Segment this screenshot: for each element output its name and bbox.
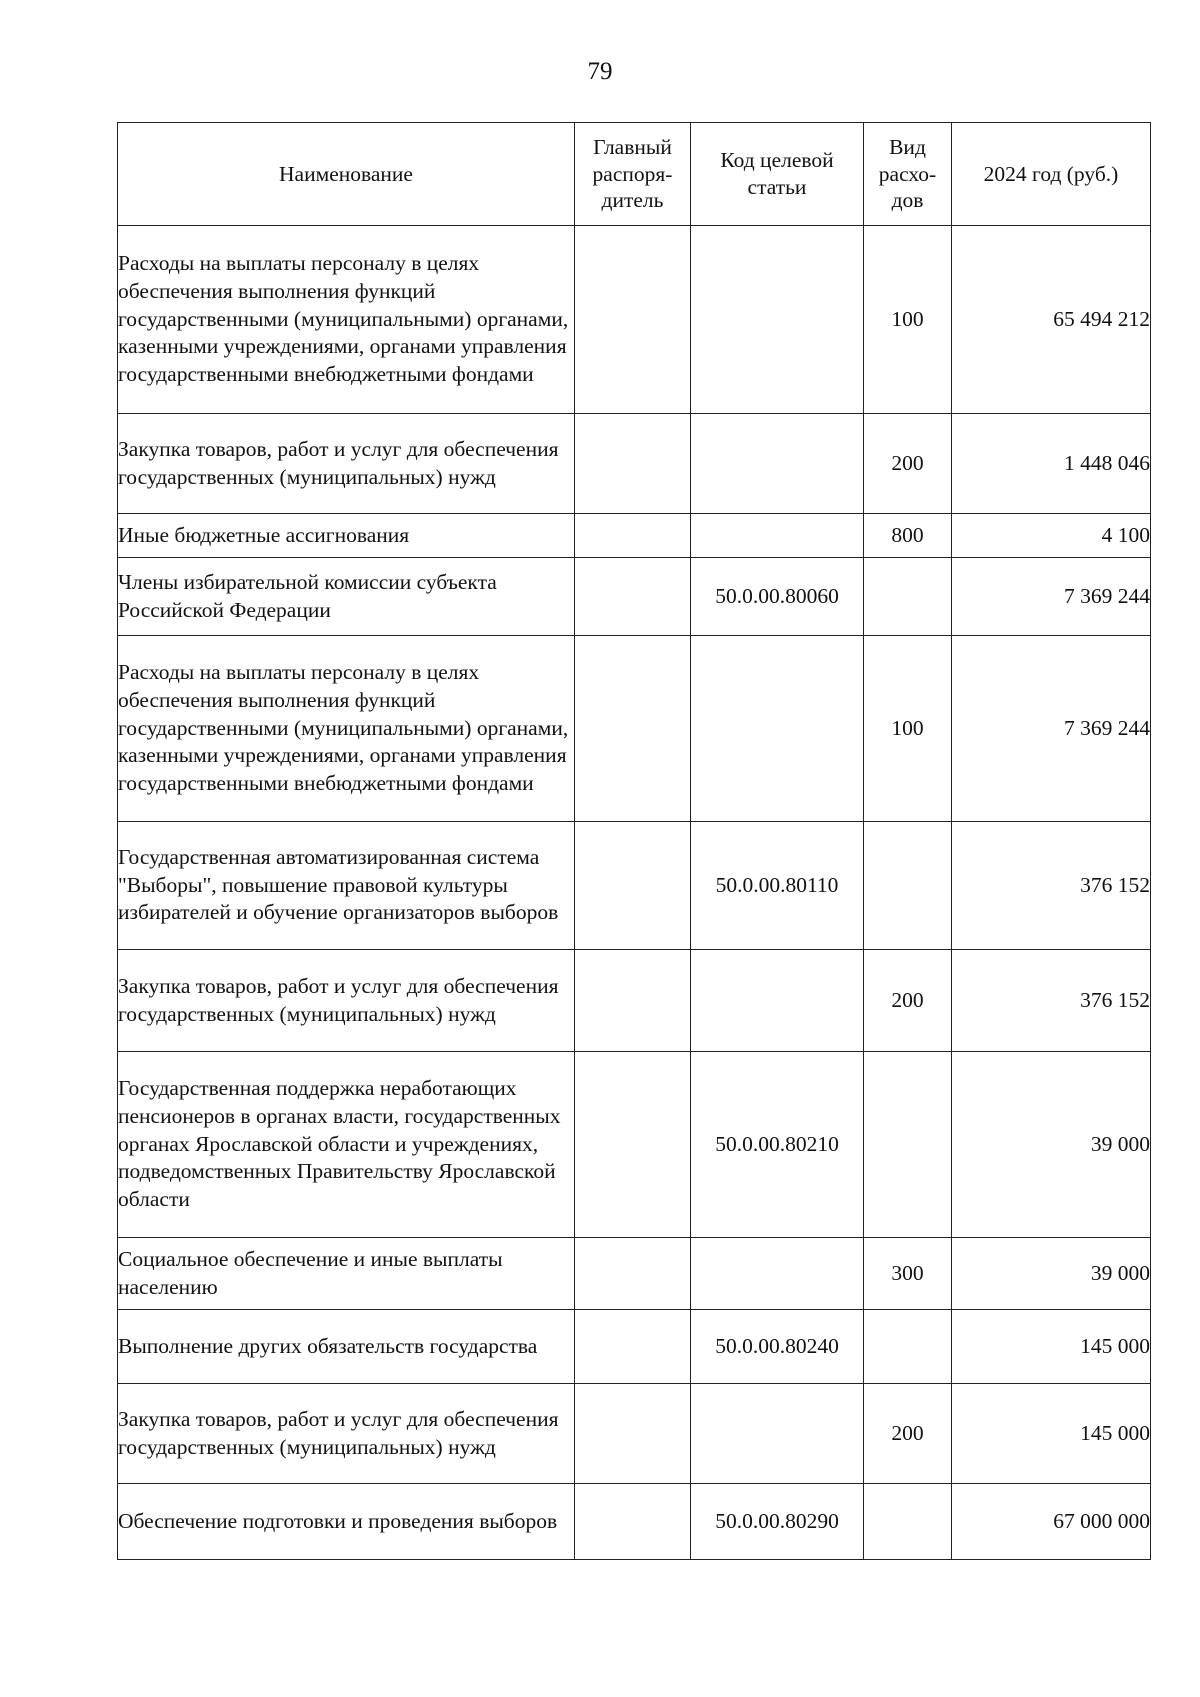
row-expense-kind: 300 xyxy=(864,1238,952,1310)
row-name: Выполнение других обязательств государства xyxy=(118,1310,575,1384)
row-expense-kind xyxy=(864,822,952,950)
row-target-code xyxy=(691,636,864,822)
table-row xyxy=(118,1484,1151,1560)
row-name: Закупка товаров, работ и услуг для обеспечения государственных (муниципальных) нужд xyxy=(118,1384,575,1484)
row-expense-kind: 100 xyxy=(864,636,952,822)
row-amount: 4 100 xyxy=(952,514,1151,558)
row-name: Иные бюджетные ассигнования xyxy=(118,514,575,558)
page-number: 79 xyxy=(587,58,613,85)
row-main-manager xyxy=(575,950,691,1052)
header-expense-kind: Вид расхо-дов xyxy=(864,123,952,226)
table-row xyxy=(118,226,1151,414)
row-amount: 145 000 xyxy=(952,1384,1151,1484)
row-amount: 145 000 xyxy=(952,1310,1151,1384)
row-main-manager xyxy=(575,1484,691,1560)
row-target-code xyxy=(691,514,864,558)
row-amount: 65 494 212 xyxy=(952,226,1151,414)
header-name: Наименование xyxy=(118,123,575,226)
row-name: Закупка товаров, работ и услуг для обеспечения государственных (муниципальных) нужд xyxy=(118,950,575,1052)
row-expense-kind xyxy=(864,558,952,636)
row-target-code xyxy=(691,1238,864,1310)
row-main-manager xyxy=(575,414,691,514)
row-amount: 39 000 xyxy=(952,1052,1151,1238)
table-row xyxy=(118,1310,1151,1384)
table-row xyxy=(118,414,1151,514)
row-expense-kind xyxy=(864,1052,952,1238)
row-main-manager xyxy=(575,226,691,414)
row-amount: 39 000 xyxy=(952,1238,1151,1310)
row-name: Закупка товаров, работ и услуг для обеспечения государственных (муниципальных) нужд xyxy=(118,414,575,514)
row-name: Члены избирательной комиссии субъекта Российской Федерации xyxy=(118,558,575,636)
row-amount: 376 152 xyxy=(952,950,1151,1052)
row-amount: 376 152 xyxy=(952,822,1151,950)
row-target-code: 50.0.00.80210 xyxy=(691,1052,864,1238)
row-name: Обеспечение подготовки и проведения выборов xyxy=(118,1484,575,1560)
row-name: Расходы на выплаты персоналу в целях обеспечения выполнения функций государственными (муниципальными) органами, казенными учреждениями, органами управления государственными внебюджетными фондами xyxy=(118,226,575,414)
row-main-manager xyxy=(575,822,691,950)
row-target-code: 50.0.00.80290 xyxy=(691,1484,864,1560)
table-row xyxy=(118,822,1151,950)
row-amount: 1 448 046 xyxy=(952,414,1151,514)
header-target-code: Код целевой статьи xyxy=(691,123,864,226)
table-header-row xyxy=(118,123,1151,226)
table-row xyxy=(118,558,1151,636)
row-main-manager xyxy=(575,1238,691,1310)
row-target-code xyxy=(691,226,864,414)
row-amount: 7 369 244 xyxy=(952,558,1151,636)
row-target-code xyxy=(691,950,864,1052)
row-expense-kind: 200 xyxy=(864,950,952,1052)
header-main-manager: Главный распоря-дитель xyxy=(575,123,691,226)
row-main-manager xyxy=(575,1052,691,1238)
row-amount: 67 000 000 xyxy=(952,1484,1151,1560)
row-main-manager xyxy=(575,1384,691,1484)
header-amount: 2024 год (руб.) xyxy=(952,123,1151,226)
row-expense-kind: 200 xyxy=(864,414,952,514)
table-row xyxy=(118,636,1151,822)
row-expense-kind: 100 xyxy=(864,226,952,414)
row-expense-kind: 800 xyxy=(864,514,952,558)
row-name: Социальное обеспечение и иные выплаты населению xyxy=(118,1238,575,1310)
row-main-manager xyxy=(575,514,691,558)
row-main-manager xyxy=(575,636,691,822)
table-row xyxy=(118,950,1151,1052)
row-expense-kind: 200 xyxy=(864,1384,952,1484)
row-amount: 7 369 244 xyxy=(952,636,1151,822)
row-name: Расходы на выплаты персоналу в целях обеспечения выполнения функций государственными (муниципальными) органами, казенными учреждениями, органами управления государственными внебюджетными фондами xyxy=(118,636,575,822)
table-row xyxy=(118,1052,1151,1238)
row-main-manager xyxy=(575,1310,691,1384)
row-expense-kind xyxy=(864,1310,952,1384)
row-expense-kind xyxy=(864,1484,952,1560)
table-row xyxy=(118,1238,1151,1310)
row-target-code: 50.0.00.80060 xyxy=(691,558,864,636)
table-row xyxy=(118,514,1151,558)
row-target-code: 50.0.00.80110 xyxy=(691,822,864,950)
table-row xyxy=(118,1384,1151,1484)
row-target-code xyxy=(691,1384,864,1484)
row-main-manager xyxy=(575,558,691,636)
row-target-code: 50.0.00.80240 xyxy=(691,1310,864,1384)
budget-table xyxy=(117,122,1151,1560)
row-name: Государственная поддержка неработающих пенсионеров в органах власти, государственных органах Ярославской области и учреждениях, подведомственных Правительству Ярославской области xyxy=(118,1052,575,1238)
row-name: Государственная автоматизированная система "Выборы", повышение правовой культуры избирателей и обучение организаторов выборов xyxy=(118,822,575,950)
row-target-code xyxy=(691,414,864,514)
